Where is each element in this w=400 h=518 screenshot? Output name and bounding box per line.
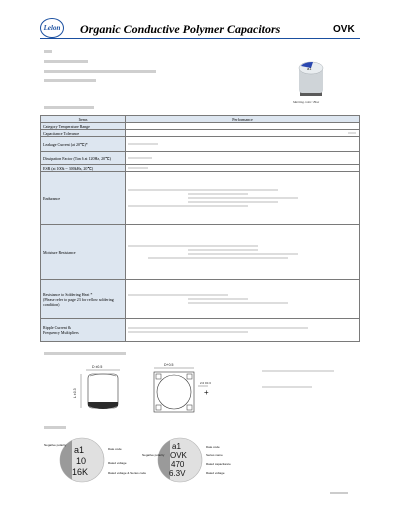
marking-example-left	[42, 436, 147, 484]
lelon-logo: Lelon	[40, 18, 64, 38]
mark-line: a1	[74, 445, 85, 455]
mark-label: Rated capacitance	[206, 462, 231, 466]
row-item: Endurance	[41, 172, 126, 225]
svg-text:a1: a1	[307, 66, 312, 71]
row-value	[126, 225, 360, 280]
row-item	[41, 319, 126, 342]
marking-heading	[44, 426, 66, 429]
table-row	[41, 130, 360, 137]
table-row	[41, 280, 360, 319]
row-item: Moisture Resistance	[41, 225, 126, 280]
dimension-note	[262, 386, 312, 388]
mark-line: 470	[171, 460, 185, 469]
header-rule	[40, 38, 360, 39]
product-caption: Marking color: Blue	[293, 100, 320, 104]
footnote	[44, 338, 45, 342]
mark-line: 6.3V	[169, 469, 186, 478]
dim-d2-label: D+0.5	[164, 363, 174, 367]
capacitor-photo	[296, 59, 326, 99]
dim-w-label: 2.0 ±0.3	[200, 381, 211, 385]
row-item: Leakage Current (at 20℃)*	[41, 137, 126, 152]
row-item-note: (Please refer to page 23 for reflow soldering condition)	[43, 296, 114, 307]
row-item: ESR (at 100k ~ 300kHz, 20℃)	[41, 165, 126, 172]
table-row	[41, 165, 360, 172]
dimensions-heading	[44, 352, 126, 355]
mark-label: Rated voltage & Series code	[108, 471, 147, 475]
mark-label: Series name	[206, 453, 223, 457]
feature-line	[44, 70, 156, 73]
series-name: OVK	[333, 24, 355, 35]
dim-d-label: D ±0.5	[92, 365, 103, 369]
row-item-label: Resistance to Soldering Heat *	[43, 291, 93, 297]
row-value	[126, 319, 360, 342]
mark-label: Date code	[206, 445, 220, 449]
dimension-drawing	[68, 362, 252, 420]
marking-example-right	[140, 436, 240, 484]
col-performance: Performance	[126, 116, 360, 123]
row-value	[126, 137, 360, 152]
row-value	[126, 280, 360, 319]
row-value	[126, 123, 360, 130]
row-value	[126, 165, 360, 172]
mark-line: a1	[172, 442, 181, 451]
polarity-label: Negative polarity	[44, 443, 67, 447]
mark-label: Date code	[108, 447, 122, 451]
table-row	[41, 137, 360, 152]
table-header-row	[41, 116, 360, 123]
row-item: Category Temperature Range	[41, 123, 126, 130]
specifications-table	[40, 115, 360, 342]
table-row	[41, 172, 360, 225]
table-row	[41, 123, 360, 130]
mark-label: Rated voltage	[206, 471, 225, 475]
row-item-label-2: Frequency Multipliers	[43, 330, 79, 335]
row-value	[126, 130, 360, 137]
col-items: Items	[41, 116, 126, 123]
polarity-label: Negative polarity	[142, 453, 165, 457]
feature-line	[44, 79, 96, 82]
table-row	[41, 152, 360, 165]
page-number	[330, 492, 348, 494]
row-value	[126, 172, 360, 225]
row-item	[41, 280, 126, 319]
row-item: Capacitance Tolerance	[41, 130, 126, 137]
dimension-note	[262, 370, 334, 372]
row-value	[126, 152, 360, 165]
feature-heading	[44, 50, 52, 53]
specifications-heading	[44, 106, 94, 109]
page-title: Organic Conductive Polymer Capacitors	[80, 22, 281, 36]
feature-line	[44, 60, 88, 63]
mark-line: 10	[76, 456, 87, 466]
mark-line: OVK	[170, 451, 187, 460]
row-item-label: Ripple Current &	[43, 325, 71, 330]
table-row	[41, 319, 360, 342]
mark-label: Rated voltage	[108, 461, 127, 465]
svg-text:+: +	[204, 388, 209, 397]
dim-l-label: L ±0.3	[73, 388, 77, 398]
mark-line: 16K	[72, 467, 89, 477]
row-item: Dissipation Factor (Tan δ at 120Hz, 20℃)	[41, 152, 126, 165]
table-row	[41, 225, 360, 280]
